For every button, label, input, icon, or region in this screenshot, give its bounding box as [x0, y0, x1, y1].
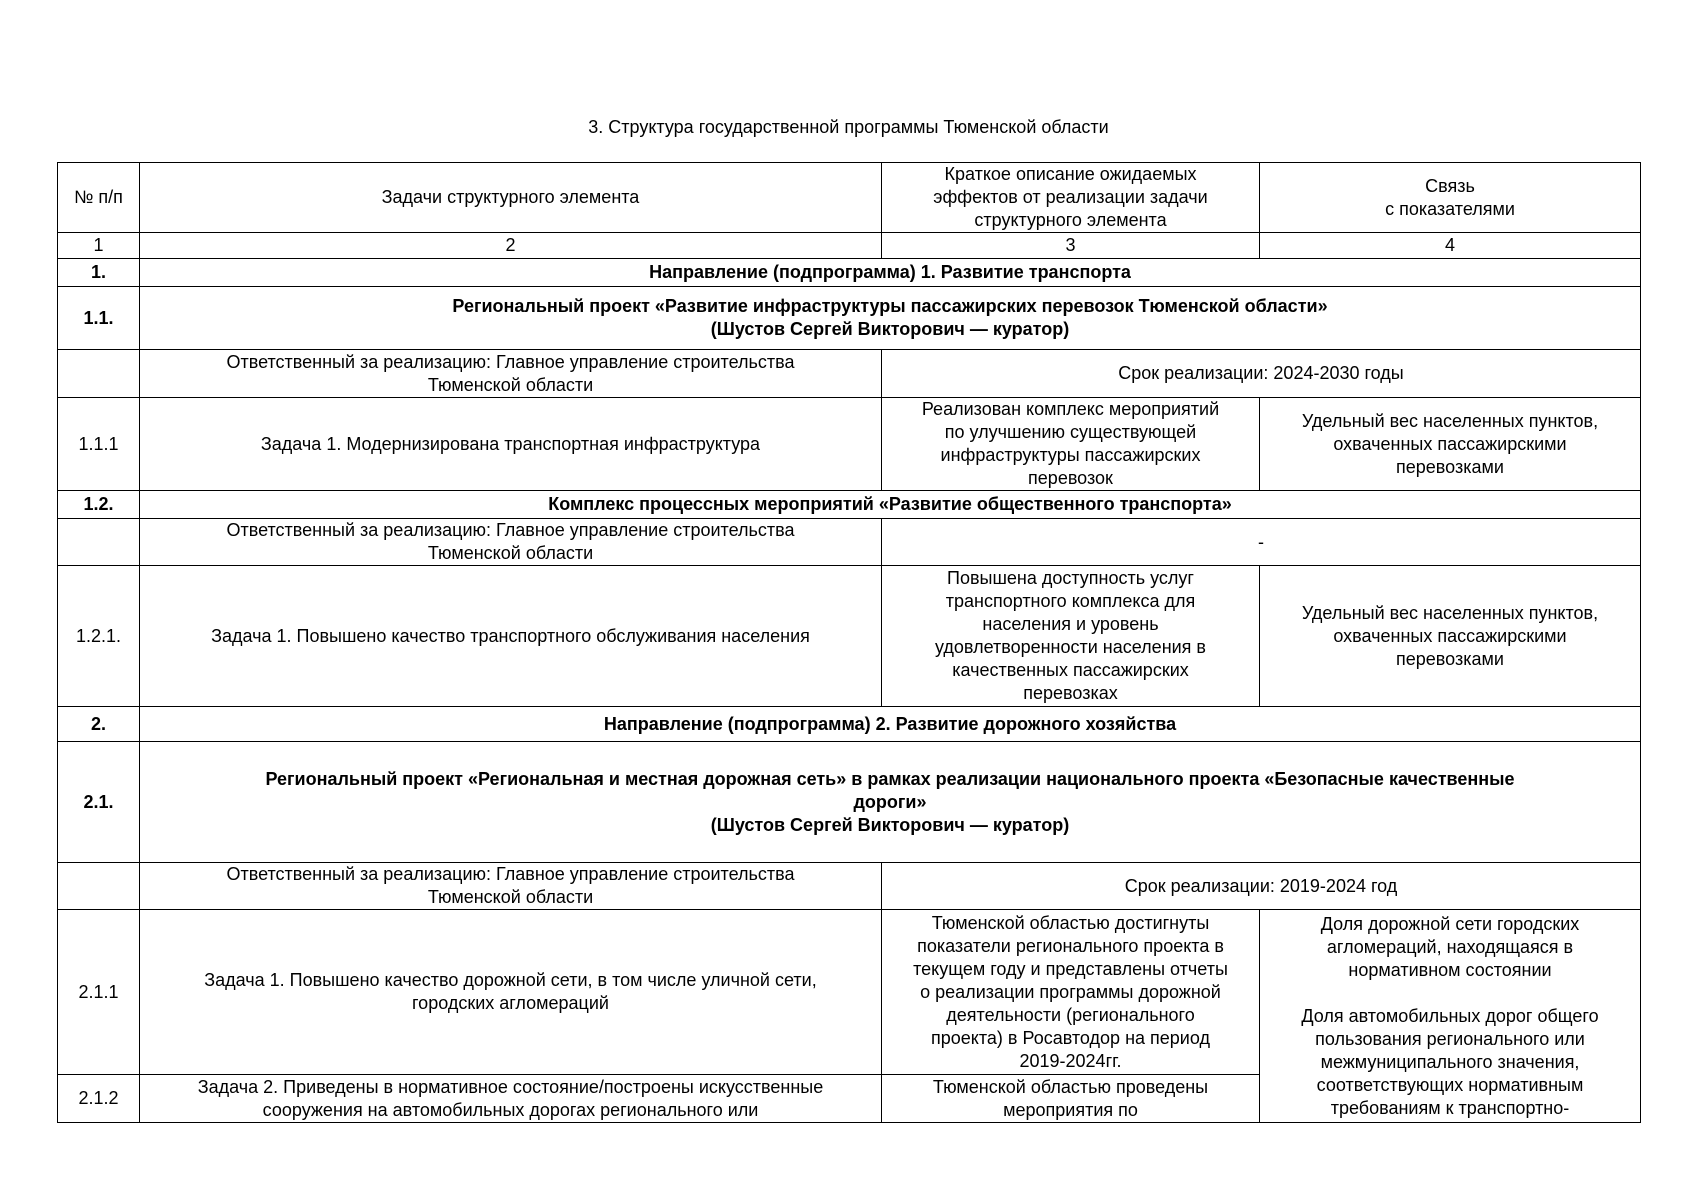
task-text: Задача 2. Приведены в нормативное состояние/построены искусственные сооружения на автомобильных дорогах регионального или	[140, 1075, 882, 1123]
row-num: 2.1.	[58, 742, 140, 863]
project-row-1-1	[58, 287, 1641, 350]
header-row	[58, 163, 1641, 233]
row-num	[58, 519, 140, 566]
task-row-1-2-1	[58, 566, 1641, 707]
indicator-link-text: Удельный вес населенных пунктов, охваченных пассажирскими перевозками	[1260, 398, 1641, 491]
column-number: 2	[140, 233, 882, 259]
header-tasks: Задачи структурного элемента	[140, 163, 882, 233]
column-number: 3	[882, 233, 1260, 259]
responsible-text: Ответственный за реализацию: Главное управление строительства Тюменской области	[140, 519, 882, 566]
task-text: Задача 1. Модернизирована транспортная инфраструктура	[140, 398, 882, 491]
project-title: Региональный проект «Развитие инфраструктуры пассажирских перевозок Тюменской области» (Шустов Сергей Викторович — куратор)	[140, 287, 1641, 350]
row-num: 2.1.1	[58, 910, 140, 1075]
row-num: 1.1.1	[58, 398, 140, 491]
header-num: № п/п	[58, 163, 140, 233]
row-num: 1.	[58, 259, 140, 287]
effect-text: Тюменской областью достигнуты показатели регионального проекта в текущем году и представлены отчеты о реализации программы дорожной деятельности (регионального проекта) в Росавтодор на период 2019-2024гг.	[882, 910, 1260, 1075]
term-text: -	[882, 519, 1641, 566]
structure-table	[57, 162, 1641, 1123]
responsible-text: Ответственный за реализацию: Главное управление строительства Тюменской области	[140, 863, 882, 910]
column-number: 4	[1260, 233, 1641, 259]
responsible-text: Ответственный за реализацию: Главное управление строительства Тюменской области	[140, 350, 882, 398]
header-effects: Краткое описание ожидаемых эффектов от реализации задачи структурного элемента	[882, 163, 1260, 233]
direction-row-2	[58, 707, 1641, 742]
effect-text: Повышена доступность услуг транспортного комплекса для населения и уровень удовлетворенности населения в качественных пассажирских перевозках	[882, 566, 1260, 707]
row-num: 1.1.	[58, 287, 140, 350]
task-row-1-1-1	[58, 398, 1641, 491]
process-title: Комплекс процессных мероприятий «Развитие общественного транспорта»	[140, 491, 1641, 519]
document-title: 3. Структура государственной программы Тюменской области	[588, 117, 1109, 137]
project-row-2-1	[58, 742, 1641, 863]
term-text: Срок реализации: 2024-2030 годы	[882, 350, 1641, 398]
indicator-link-text: Доля дорожной сети городских агломераций, находящаяся в нормативном состоянии Доля автомобильных дорог общего пользования регионального или межмуниципального значения, соответствующих нормативным требованиям к транспортно-	[1260, 910, 1641, 1123]
row-num	[58, 863, 140, 910]
direction-title: Направление (подпрограмма) 1. Развитие транспорта	[140, 259, 1641, 287]
row-num	[58, 350, 140, 398]
effect-text: Тюменской областью проведены мероприятия по	[882, 1075, 1260, 1123]
column-number: 1	[58, 233, 140, 259]
task-text: Задача 1. Повышено качество дорожной сети, в том числе уличной сети, городских агломераций	[140, 910, 882, 1075]
row-num: 2.1.2	[58, 1075, 140, 1123]
process-row-1-2	[58, 491, 1641, 519]
responsible-row-1-1	[58, 350, 1641, 398]
header-link: Связь с показателями	[1260, 163, 1641, 233]
column-number-row	[58, 233, 1641, 259]
row-num: 1.2.	[58, 491, 140, 519]
row-num: 1.2.1.	[58, 566, 140, 707]
row-num: 2.	[58, 707, 140, 742]
direction-row-1	[58, 259, 1641, 287]
term-text: Срок реализации: 2019-2024 год	[882, 863, 1641, 910]
indicator-link-text: Удельный вес населенных пунктов, охваченных пассажирскими перевозками	[1260, 566, 1641, 707]
direction-title: Направление (подпрограмма) 2. Развитие дорожного хозяйства	[140, 707, 1641, 742]
task-row-2-1-1	[58, 910, 1641, 1075]
responsible-row-1-2	[58, 519, 1641, 566]
task-text: Задача 1. Повышено качество транспортного обслуживания населения	[140, 566, 882, 707]
project-title: Региональный проект «Региональная и местная дорожная сеть» в рамках реализации национального проекта «Безопасные качественные дороги» (Шустов Сергей Викторович — куратор)	[140, 742, 1641, 863]
effect-text: Реализован комплекс мероприятий по улучшению существующей инфраструктуры пассажирских перевозок	[882, 398, 1260, 491]
responsible-row-2-1	[58, 863, 1641, 910]
